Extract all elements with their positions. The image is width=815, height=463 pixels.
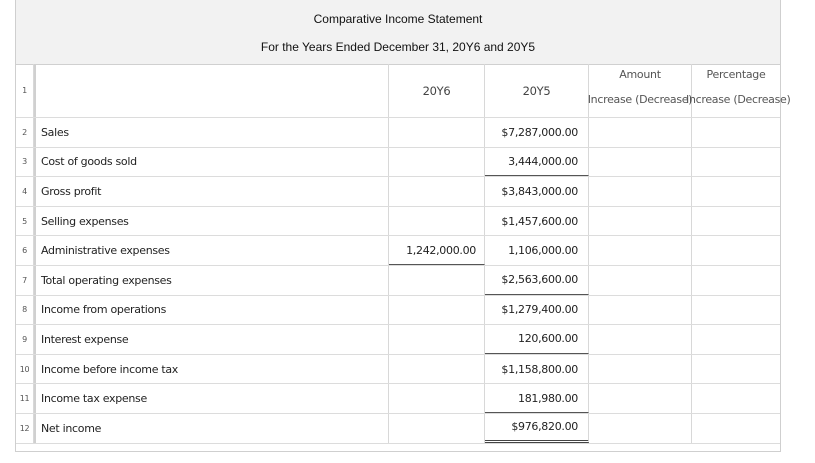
line-item-label: Gross profit [34, 177, 389, 206]
table-row [16, 414, 780, 444]
row-number: 11 [16, 384, 34, 413]
value-20y5: $1,279,400.00 [485, 296, 589, 325]
amount-change-input[interactable] [589, 355, 692, 384]
row-number: 5 [16, 207, 34, 236]
row-number: 8 [16, 296, 34, 325]
line-item-label: Total operating expenses [34, 266, 389, 295]
value-20y5: 181,980.00 [485, 384, 589, 413]
value-20y5: $1,457,600.00 [485, 207, 589, 236]
income-statement-sheet [15, 0, 791, 452]
amount-change-input[interactable] [589, 414, 692, 443]
row-number: 3 [16, 148, 34, 177]
line-item-label: Sales [34, 118, 389, 147]
amount-change-input[interactable] [589, 266, 692, 295]
table-row [16, 118, 780, 148]
year-20y5-header: 20Y5 [485, 64, 589, 117]
percent-change-input[interactable] [692, 207, 780, 236]
year-20y6-header: 20Y6 [389, 64, 485, 117]
value-20y6[interactable] [389, 177, 485, 206]
line-item-label: Interest expense [34, 325, 389, 354]
value-20y6[interactable]: 1,242,000.00 [389, 236, 485, 265]
value-20y5: 3,444,000.00 [485, 148, 589, 177]
percent-change-input[interactable] [692, 296, 780, 325]
statement-title: Comparative Income Statement [313, 12, 483, 26]
value-20y6[interactable] [389, 266, 485, 295]
row-number: 10 [16, 355, 34, 384]
percent-change-input[interactable] [692, 384, 780, 413]
value-20y6[interactable] [389, 296, 485, 325]
value-20y6[interactable] [389, 207, 485, 236]
amount-change-header [589, 64, 692, 117]
amount-change-input[interactable] [589, 207, 692, 236]
table-row [16, 266, 780, 296]
table-row [16, 355, 780, 385]
line-item-label: Cost of goods sold [34, 148, 389, 177]
line-item-label: Selling expenses [34, 207, 389, 236]
value-20y6[interactable] [389, 118, 485, 147]
row-number: 7 [16, 266, 34, 295]
percent-change-header [686, 64, 791, 117]
percent-change-input[interactable] [692, 236, 780, 265]
value-20y6[interactable] [389, 414, 485, 443]
value-20y6[interactable] [389, 325, 485, 354]
amount-change-input[interactable] [589, 296, 692, 325]
percent-change-input[interactable] [692, 414, 780, 443]
percent-change-input[interactable] [692, 148, 780, 177]
row-number: 12 [16, 414, 34, 443]
value-20y5: 1,106,000.00 [485, 236, 589, 265]
amount-change-input[interactable] [589, 325, 692, 354]
amount-header-line1: Amount [619, 68, 661, 81]
percent-change-input[interactable] [692, 177, 780, 206]
percent-header-line1: Percentage [706, 68, 766, 81]
statement-header [16, 0, 780, 65]
line-item-label: Income from operations [34, 296, 389, 325]
table-row [16, 177, 780, 207]
amount-change-input[interactable] [589, 384, 692, 413]
table-row [16, 325, 780, 355]
table-row [16, 384, 780, 414]
label-header-cell[interactable] [34, 64, 389, 117]
line-item-label: Administrative expenses [34, 236, 389, 265]
amount-header-line2: Increase (Decrease) [587, 93, 693, 106]
line-item-label: Income tax expense [34, 384, 389, 413]
value-20y5: $1,158,800.00 [485, 355, 589, 384]
table-row [16, 148, 780, 178]
percent-change-input[interactable] [692, 118, 780, 147]
value-20y6[interactable] [389, 148, 485, 177]
value-20y5: $7,287,000.00 [485, 118, 589, 147]
table-row [16, 207, 780, 237]
value-20y5: $976,820.00 [485, 414, 589, 443]
row-number: 9 [16, 325, 34, 354]
amount-change-input[interactable] [589, 177, 692, 206]
amount-change-input[interactable] [589, 236, 692, 265]
value-20y5: $3,843,000.00 [485, 177, 589, 206]
value-20y5: $2,563,600.00 [485, 266, 589, 295]
row-number: 6 [16, 236, 34, 265]
amount-change-input[interactable] [589, 118, 692, 147]
value-20y6[interactable] [389, 355, 485, 384]
value-20y5: 120,600.00 [485, 325, 589, 354]
percent-header-line2: Increase (Decrease) [686, 93, 791, 106]
value-20y6[interactable] [389, 384, 485, 413]
percent-change-input[interactable] [692, 325, 780, 354]
line-item-label: Net income [34, 414, 389, 443]
row-number: 2 [16, 118, 34, 147]
column-header-row [16, 64, 791, 118]
percent-change-input[interactable] [692, 266, 780, 295]
statement-subtitle: For the Years Ended December 31, 20Y6 and 20Y5 [260, 40, 536, 54]
row-number: 4 [16, 177, 34, 206]
amount-change-input[interactable] [589, 148, 692, 177]
line-item-label: Income before income tax [34, 355, 389, 384]
row-number: 1 [16, 64, 34, 117]
statement-grid [16, 64, 791, 444]
table-row [16, 236, 780, 266]
table-row [16, 296, 780, 326]
percent-change-input[interactable] [692, 355, 780, 384]
